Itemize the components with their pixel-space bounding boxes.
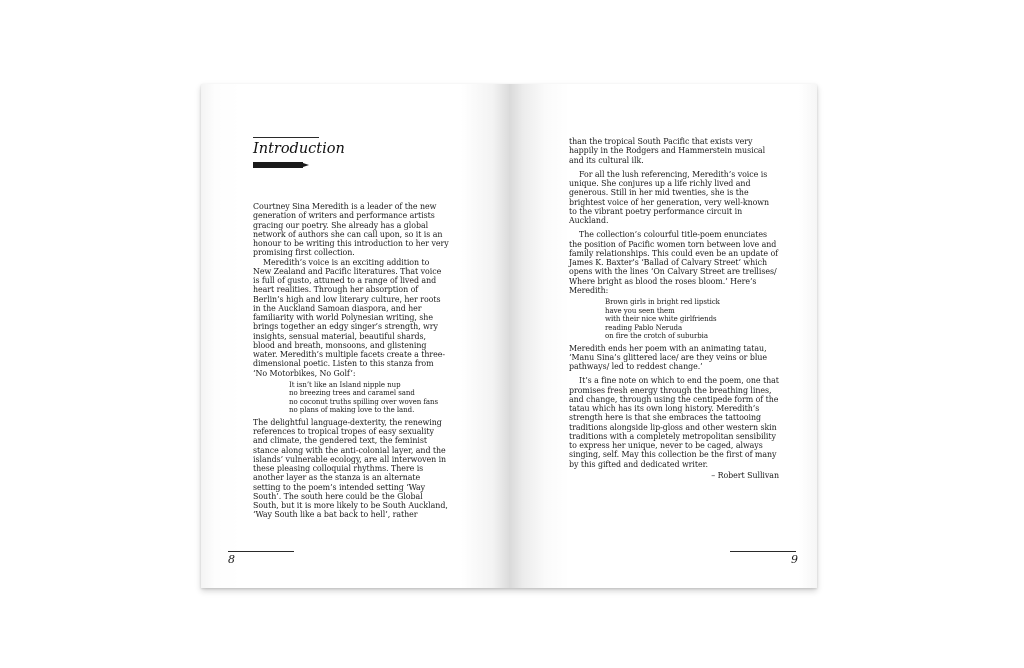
left-page [201,84,509,588]
poem-stanza [605,298,779,341]
paragraph: It’s a fine note on which to end the poem, one that promises fresh energy through the breathing lines, and change, through using the centipede form of the tatau which has its own long history. Meredith’s strength here is that she embraces the tattooing traditions alongside lip-gloss and other western skin traditions with a completely metropolitan sensibility to express her unique, never to be caged, always singing, self. May this collection be the first of many by this gifted and dedicated writer. [569,376,779,469]
folio-rule [730,551,796,552]
right-body-text [569,137,779,480]
right-page [509,84,817,588]
left-body-text [253,202,449,520]
paragraph: The delightful language-dexterity, the renewing references to tropical tropes of easy sexuality and climate, the gendered text, the feminist stance along with the anti-colonial layer, and the islands’ vulnerable ecology, are all interwoven in these pleasing colloquial rhythms. There is another layer as the stanza is an alternate setting to the poem’s intended setting ‘Way South’. The south here could be the Global South, but it is more likely to be South Auckland, ‘Way South like a bat back to hell’, rather [253,417,448,520]
poem-stanza [289,381,449,415]
folio-rule [228,551,294,552]
stanza-line: no breezing trees and caramel sand [289,389,415,398]
stanza-line: on fire the crotch of suburbia [605,332,708,340]
stanza-line: It isn’t like an Island nipple nup [289,380,401,389]
chapter-title: Introduction [253,141,345,157]
paragraph: Meredith ends her poem with an animating tatau, ‘Manu Sina’s glittered lace/ are they veins or blue pathways/ led to reddest change.’ [569,343,767,371]
stanza-line: no plans of making love to the land. [289,406,415,415]
author-attribution: – Robert Sullivan [711,470,779,480]
paragraph: Courtney Sina Meredith is a leader of the new generation of writers and performance artists gracing our poetry. She already has a global network of authors she can call upon, so it is an honour to be writing this introduction to her very promising first collection. [253,202,449,258]
paragraph: For all the lush referencing, Meredith’s voice is unique. She conjures up a life richly lived and generous. Still in her mid twenties, she is the brightest voice of her generation, very well-known to the vibrant poetry performance circuit in Auckland. [569,169,770,225]
open-book [201,84,817,588]
stanza-line: reading Pablo Neruda [605,323,683,332]
page-number: 9 [791,553,798,566]
paragraph: Meredith’s voice is an exciting addition to New Zealand and Pacific literatures. That voice is full of gusto, attuned to a range of lived and heart realities. Through her absorption of Berlin’s high and low literary culture, her roots in the Auckland Samoan diaspora, and her familiarity with world Polynesian writing, she brings together an edgy singer’s strength, wry insights, sensual material, beautiful shards, blood and breath, monsoons, and glistening water. Meredith’s multiple facets create a three-dimensional poetic. Listen to this stanza from ‘No Motorbikes, No Golf’: [253,257,445,378]
page-number: 8 [228,553,235,566]
stanza-line: Brown girls in bright red lipstick [605,298,720,306]
paragraph: than the tropical South Pacific that exists very happily in the Rodgers and Hammerstein musical and its cultural ilk. [569,137,766,165]
paragraph: The collection’s colourful title-poem enunciates the position of Pacific women torn between love and family relationships. This could even be an update of James K. Baxter’s ‘Ballad of Calvary Street’ which opens with the lines ‘On Calvary Street are trellises/ Where bright as blood the roses bloom.’ Here’s Meredith: [569,230,779,295]
stanza-line: have you seen them [605,306,675,315]
stanza-line: with their nice white girlfriends [605,315,717,323]
title-underline-bar [253,162,303,168]
title-top-rule [253,137,319,138]
stanza-line: no coconut truths spilling over woven fans [289,397,439,406]
